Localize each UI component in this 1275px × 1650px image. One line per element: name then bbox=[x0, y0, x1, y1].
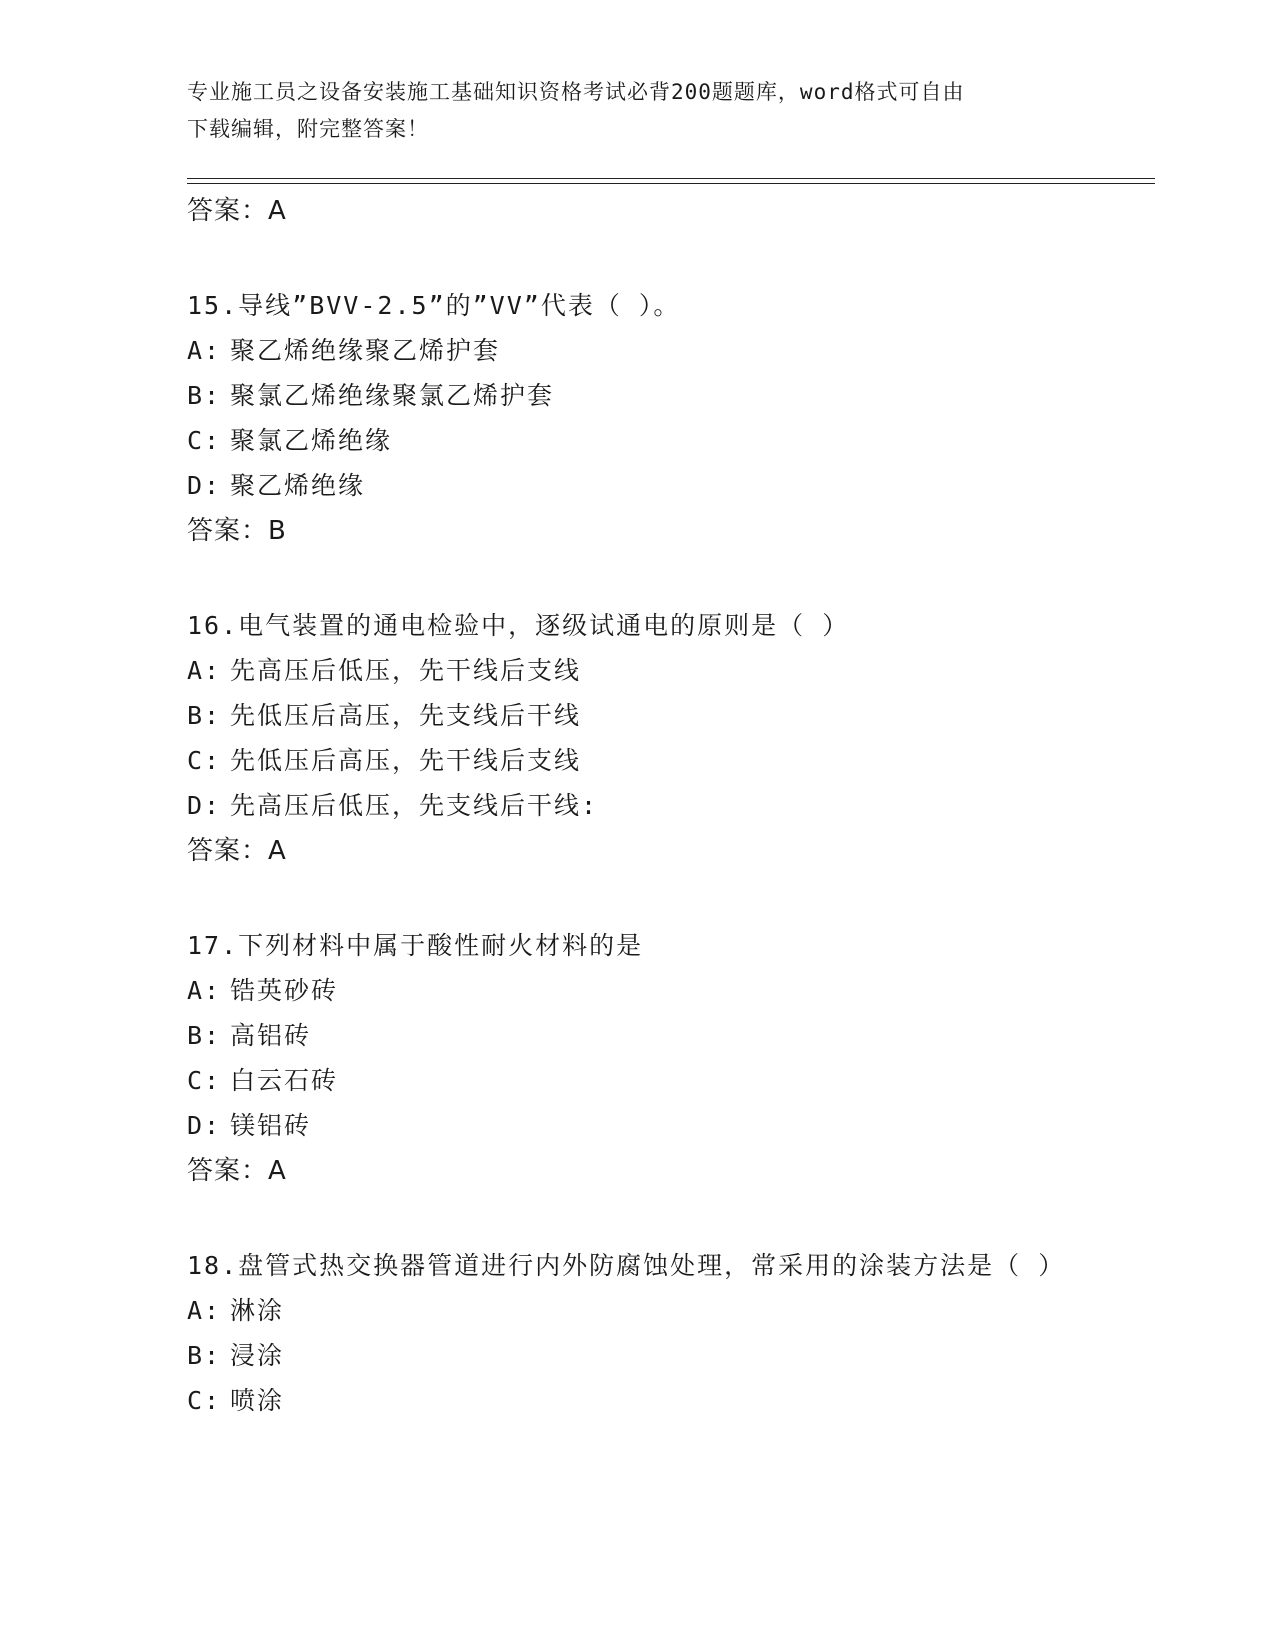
answer-line bbox=[187, 1148, 1087, 1194]
option-b bbox=[187, 373, 1087, 418]
option-text: 先高压后低压，先干线后支线 bbox=[230, 656, 582, 685]
option-letter: A: bbox=[187, 976, 222, 1005]
option-letter: A: bbox=[187, 1296, 222, 1325]
option-c bbox=[187, 1058, 1087, 1103]
option-letter: A: bbox=[187, 656, 222, 685]
question-stem: 17.下列材料中属于酸性耐火材料的是 bbox=[187, 931, 644, 960]
option-text: 锆英砂砖 bbox=[230, 976, 339, 1005]
option-letter: C: bbox=[187, 1066, 222, 1095]
option-text: 聚氯乙烯绝缘 bbox=[230, 426, 393, 455]
option-text: 镁铝砖 bbox=[230, 1111, 312, 1140]
answer-value: A bbox=[268, 836, 287, 866]
answer-value: B bbox=[268, 516, 287, 546]
document-header bbox=[187, 74, 1087, 148]
option-a bbox=[187, 1288, 1087, 1333]
option-b bbox=[187, 1013, 1087, 1058]
answer-value: A bbox=[268, 1156, 287, 1186]
option-d bbox=[187, 463, 1087, 508]
answer-line bbox=[187, 188, 1087, 234]
option-text: 浸涂 bbox=[230, 1341, 285, 1370]
option-b bbox=[187, 693, 1087, 738]
option-letter: B: bbox=[187, 701, 222, 730]
option-text: 喷涂 bbox=[230, 1386, 285, 1415]
option-letter: B: bbox=[187, 1341, 222, 1370]
option-letter: D: bbox=[187, 471, 222, 500]
option-text: 聚乙烯绝缘聚乙烯护套 bbox=[230, 336, 501, 365]
option-letter: C: bbox=[187, 426, 222, 455]
option-text: 高铝砖 bbox=[230, 1021, 312, 1050]
question-16 bbox=[187, 604, 1087, 874]
answer-prefix: 答案： bbox=[187, 196, 269, 226]
option-d bbox=[187, 1103, 1087, 1148]
option-text: 先高压后低压，先支线后干线: bbox=[230, 791, 599, 820]
option-text: 白云石砖 bbox=[230, 1066, 339, 1095]
question-list bbox=[187, 188, 1087, 1423]
question-17 bbox=[187, 924, 1087, 1194]
option-letter: C: bbox=[187, 1386, 222, 1415]
option-letter: D: bbox=[187, 1111, 222, 1140]
option-letter: D: bbox=[187, 791, 222, 820]
question-15 bbox=[187, 284, 1087, 554]
option-letter: C: bbox=[187, 746, 222, 775]
question-18 bbox=[187, 1244, 1087, 1423]
header-line-1: 专业施工员之设备安装施工基础知识资格考试必背200题题库，word格式可自由 bbox=[187, 80, 965, 104]
answer-value: A bbox=[268, 196, 287, 226]
option-c bbox=[187, 738, 1087, 783]
option-text: 聚乙烯绝缘 bbox=[230, 471, 366, 500]
header-line-2: 下载编辑，附完整答案！ bbox=[187, 117, 429, 141]
option-text: 淋涂 bbox=[230, 1296, 285, 1325]
option-a bbox=[187, 968, 1087, 1013]
option-a bbox=[187, 648, 1087, 693]
answer-prefix: 答案： bbox=[187, 516, 269, 546]
answer-prefix: 答案： bbox=[187, 1156, 269, 1186]
option-c bbox=[187, 1378, 1087, 1423]
option-text: 先低压后高压，先干线后支线 bbox=[230, 746, 582, 775]
option-a bbox=[187, 328, 1087, 373]
option-letter: B: bbox=[187, 381, 222, 410]
answer-line bbox=[187, 508, 1087, 554]
header-divider-bottom bbox=[187, 183, 1155, 184]
option-c bbox=[187, 418, 1087, 463]
option-d bbox=[187, 783, 1087, 828]
option-text: 聚氯乙烯绝缘聚氯乙烯护套 bbox=[230, 381, 555, 410]
option-letter: A: bbox=[187, 336, 222, 365]
option-letter: B: bbox=[187, 1021, 222, 1050]
option-text: 先低压后高压，先支线后干线 bbox=[230, 701, 582, 730]
answer-prefix: 答案： bbox=[187, 836, 269, 866]
header-divider-top bbox=[187, 178, 1155, 179]
answer-line bbox=[187, 828, 1087, 874]
option-b bbox=[187, 1333, 1087, 1378]
question-stem: 16.电气装置的通电检验中，逐级试通电的原则是（ ） bbox=[187, 611, 850, 640]
question-stem: 15.导线”BVV-2.5”的”VV”代表（ ）。 bbox=[187, 291, 681, 320]
question-stem: 18.盘管式热交换器管道进行内外防腐蚀处理，常采用的涂装方法是（ ） bbox=[187, 1251, 1066, 1280]
